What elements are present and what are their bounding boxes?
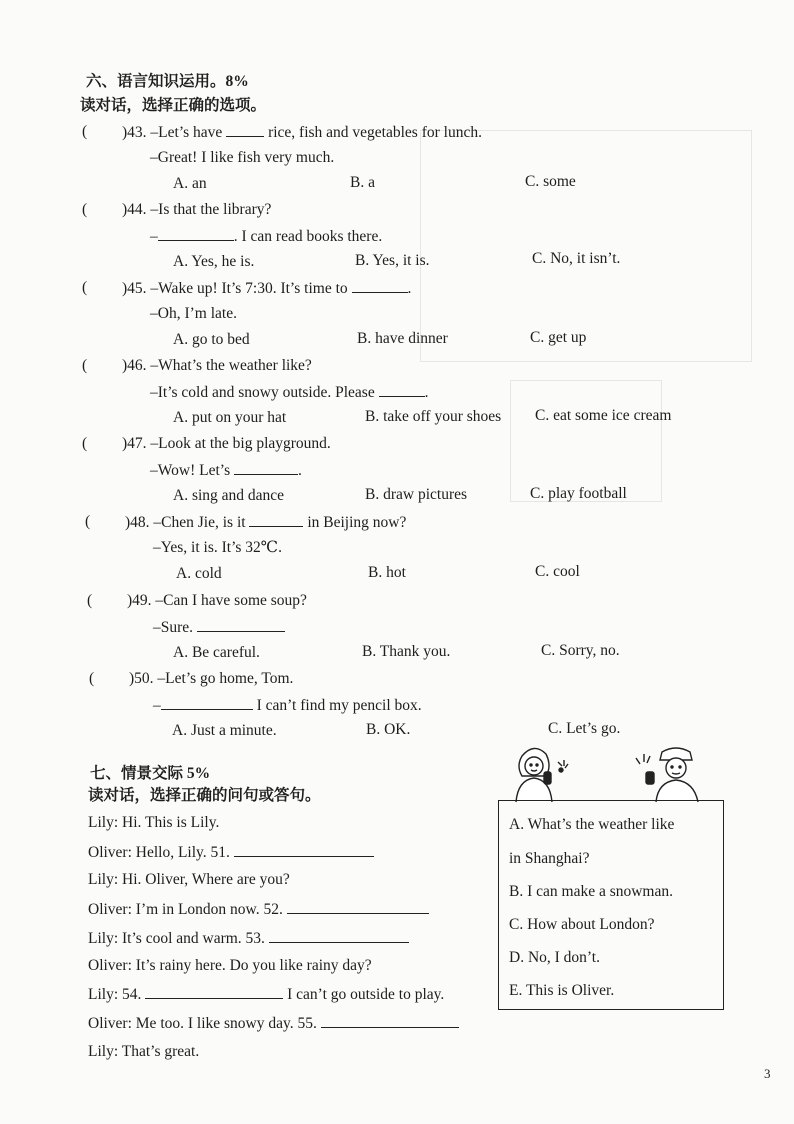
- question-45-option-c[interactable]: C. get up: [530, 329, 587, 346]
- blank[interactable]: [379, 382, 425, 397]
- blank[interactable]: [161, 695, 253, 710]
- question-43-option-c[interactable]: C. some: [525, 173, 576, 190]
- question-49-line2: –Sure.: [153, 617, 285, 638]
- question-46-line1: )46. –What’s the weather like?: [122, 357, 312, 374]
- question-48-line1: )48. –Chen Jie, is it in Beijing now?: [125, 514, 407, 531]
- page-number: 3: [764, 1066, 771, 1081]
- answer-blank-53[interactable]: [269, 928, 409, 943]
- question-47-line2: –Wow! Let’s .: [150, 462, 302, 479]
- answer-blank-54[interactable]: [145, 984, 283, 999]
- answer-paren[interactable]: (: [82, 435, 88, 452]
- question-46-option-b[interactable]: B. take off your shoes: [365, 408, 502, 425]
- question-44-option-b[interactable]: B. Yes, it is.: [355, 252, 430, 269]
- option-a-line2[interactable]: in Shanghai?: [509, 850, 590, 867]
- question-45-option-a[interactable]: A. go to bed: [173, 331, 250, 348]
- answer-blank-55[interactable]: [321, 1013, 459, 1028]
- question-45-option-b[interactable]: B. have dinner: [357, 330, 448, 347]
- dialogue-line-9: Lily: That’s great.: [88, 1043, 200, 1060]
- answer-paren[interactable]: (: [87, 592, 93, 609]
- dialogue-line-1: Lily: Hi. This is Lily.: [88, 814, 220, 831]
- question-44-option-a[interactable]: A. Yes, he is.: [173, 253, 255, 270]
- answer-paren[interactable]: (: [82, 123, 88, 140]
- question-43-line1: )43. –Let’s have rice, fish and vegetables for lunch.: [122, 124, 482, 141]
- question-47-option-c[interactable]: C. play football: [530, 485, 627, 502]
- question-49-option-c[interactable]: C. Sorry, no.: [541, 642, 620, 659]
- blank[interactable]: [197, 617, 285, 632]
- blank[interactable]: [352, 278, 408, 293]
- blank[interactable]: [234, 460, 298, 475]
- question-47-option-a[interactable]: A. sing and dance: [173, 487, 285, 504]
- options-box: [498, 800, 724, 1010]
- question-47-option-b[interactable]: B. draw pictures: [365, 486, 468, 503]
- question-47-line1: )47. –Look at the big playground.: [122, 435, 331, 452]
- question-48-line2: –Yes, it is. It’s 32℃.: [153, 539, 283, 556]
- question-43-line2: –Great! I like fish very much.: [150, 149, 335, 166]
- question-45-line1: )45. –Wake up! It’s 7:30. It’s time to .: [122, 280, 412, 297]
- option-d[interactable]: D. No, I don’t.: [509, 949, 600, 966]
- question-49-line1: )49. –Can I have some soup?: [127, 592, 307, 609]
- question-49-option-a[interactable]: A. Be careful.: [173, 644, 260, 661]
- dialogue-line-5: Lily: It’s cool and warm. 53.: [88, 928, 409, 949]
- section-6-title: 六、语言知识运用。8%: [86, 73, 249, 90]
- option-b[interactable]: B. I can make a snowman.: [509, 883, 673, 900]
- section-7-instruction: 读对话，选择正确的问句或答句。: [88, 787, 321, 804]
- section-6-instruction: 读对话，选择正确的选项。: [80, 97, 267, 114]
- question-48-option-c[interactable]: C. cool: [535, 563, 580, 580]
- question-44-line1: )44. –Is that the library?: [122, 201, 272, 218]
- dialogue-line-6: Oliver: It’s rainy here. Do you like rainy day?: [88, 957, 372, 974]
- dialogue-line-2: Oliver: Hello, Lily. 51.: [88, 842, 374, 863]
- section-7-title: 七、情景交际 5%: [90, 765, 211, 782]
- answer-paren[interactable]: (: [89, 670, 95, 687]
- answer-blank-52[interactable]: [287, 899, 429, 914]
- question-43-option-b[interactable]: B. a: [350, 174, 375, 191]
- question-44-option-c[interactable]: C. No, it isn’t.: [532, 250, 621, 267]
- dialogue-line-7: Lily: 54. I can’t go outside to play.: [88, 986, 445, 1003]
- answer-blank-51[interactable]: [234, 842, 374, 857]
- option-a-line1[interactable]: A. What’s the weather like: [509, 816, 675, 833]
- blank[interactable]: [226, 122, 264, 137]
- question-46-option-a[interactable]: A. put on your hat: [173, 409, 287, 426]
- boy-icon: [636, 748, 698, 802]
- question-50-option-a[interactable]: A. Just a minute.: [172, 722, 277, 739]
- question-49-option-b[interactable]: B. Thank you.: [362, 643, 451, 660]
- dialogue-line-4: Oliver: I’m in London now. 52.: [88, 899, 429, 920]
- dialogue-line-3: Lily: Hi. Oliver, Where are you?: [88, 871, 290, 888]
- kids-phone-illustration: [500, 742, 710, 804]
- answer-paren[interactable]: (: [82, 357, 88, 374]
- blank[interactable]: [249, 512, 303, 527]
- question-45-line2: –Oh, I’m late.: [150, 305, 237, 322]
- question-48-option-a[interactable]: A. cold: [176, 565, 222, 582]
- dialogue-line-8: Oliver: Me too. I like snowy day. 55.: [88, 1013, 459, 1034]
- answer-paren[interactable]: (: [82, 201, 88, 218]
- question-48-option-b[interactable]: B. hot: [368, 564, 406, 581]
- answer-paren[interactable]: (: [85, 513, 91, 530]
- option-e[interactable]: E. This is Oliver.: [509, 982, 615, 999]
- girl-icon: [516, 748, 568, 802]
- blank[interactable]: [158, 226, 234, 241]
- question-43-option-a[interactable]: A. an: [173, 175, 207, 192]
- question-50-option-b[interactable]: B. OK.: [366, 721, 411, 738]
- question-46-option-c[interactable]: C. eat some ice cream: [535, 407, 672, 424]
- option-c[interactable]: C. How about London?: [509, 916, 655, 933]
- question-50-line1: )50. –Let’s go home, Tom.: [129, 670, 294, 687]
- question-46-line2: –It’s cold and snowy outside. Please .: [150, 384, 429, 401]
- question-50-option-c[interactable]: C. Let’s go.: [548, 720, 621, 737]
- question-50-line2: – I can’t find my pencil box.: [153, 697, 422, 714]
- answer-paren[interactable]: (: [82, 279, 88, 296]
- question-44-line2: – . I can read books there.: [150, 228, 383, 245]
